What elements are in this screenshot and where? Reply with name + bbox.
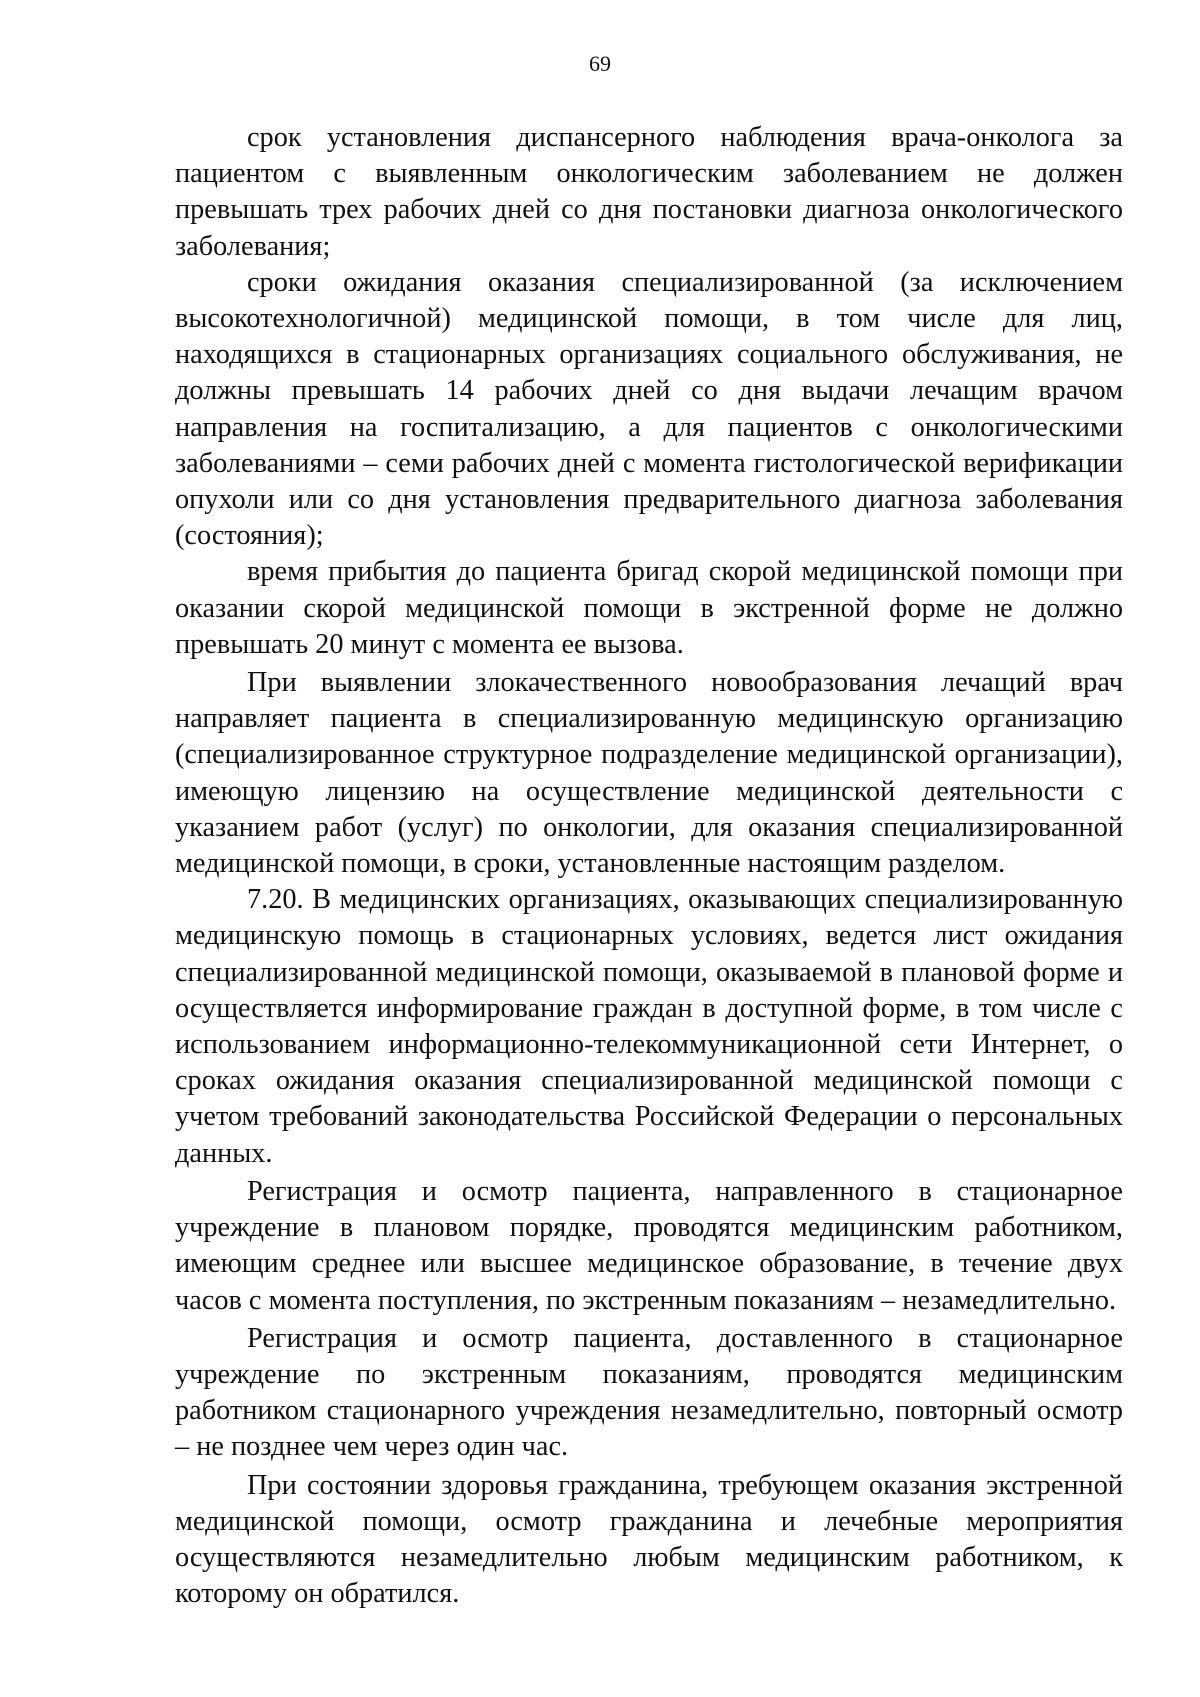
paragraph: срок установления диспансерного наблюдения врача-онколога за пациентом с выявленным онкологическим заболеванием не должен превышать трех рабочих дней со дня постановки диагноза онкологического заболевания; (175, 122, 1123, 262)
paragraph: время прибытия до пациента бригад скорой медицинской помощи при оказании скорой медицинской помощи в экстренной форме не должно превышать 20 минут с момента ее вызова. (175, 556, 1123, 660)
paragraph: 7.20. В медицинских организациях, оказывающих специализированную медицинскую помощь в стационарных условиях, ведется лист ожидания специализированной медицинской помощи, оказываемой в плановой форме и осуществляется информирование граждан в доступной форме, в том числе с использованием информационно-телекоммуникационной сети Интернет, о сроках ожидания оказания специализированной медицинской помощи с учетом требований законодательства Российской Федерации о персональных данных. (175, 884, 1123, 1169)
paragraph: сроки ожидания оказания специализированной (за исключением высокотехнологичной) медицинской помощи, в том числе для лиц, находящихся в стационарных организациях социального обслуживания, не должны превышать 14 рабочих дней со дня выдачи лечащим врачом направления на госпитализацию, а для пациентов с онкологическими заболеваниями – семи рабочих дней с момента гистологической верификации опухоли или со дня установления предварительного диагноза заболевания (состояния); (175, 266, 1123, 552)
paragraph: При выявлении злокачественного новообразования лечащий врач направляет пациента в специализированную медицинскую организацию (специализированное структурное подразделение медицинской организации), имеющую лицензию на осуществление медицинской деятельности с указанием работ (услуг) по онкологии, для оказания специализированной медицинской помощи, в сроки, установленные настоящим разделом. (175, 667, 1123, 880)
page-number: 69 (589, 51, 611, 76)
document-body (175, 120, 1123, 1612)
paragraph: При состоянии здоровья гражданина, требующем оказания экстренной медицинской помощи, осмотр гражданина и лечебные мероприятия осуществляются незамедлительно любым медицинским работником, к которому он обратился. (175, 1469, 1123, 1610)
paragraph: Регистрация и осмотр пациента, направленного в стационарное учреждение в плановом порядке, проводятся медицинским работником, имеющим среднее или высшее медицинское образование, в течение двух часов с момента поступления, по экстренным показаниям – незамедлительно. (175, 1175, 1123, 1316)
paragraph: Регистрация и осмотр пациента, доставленного в стационарное учреждение по экстренным показаниям, проводятся медицинским работником стационарного учреждения незамедлительно, повторный осмотр – не позднее чем через один час. (175, 1322, 1123, 1463)
